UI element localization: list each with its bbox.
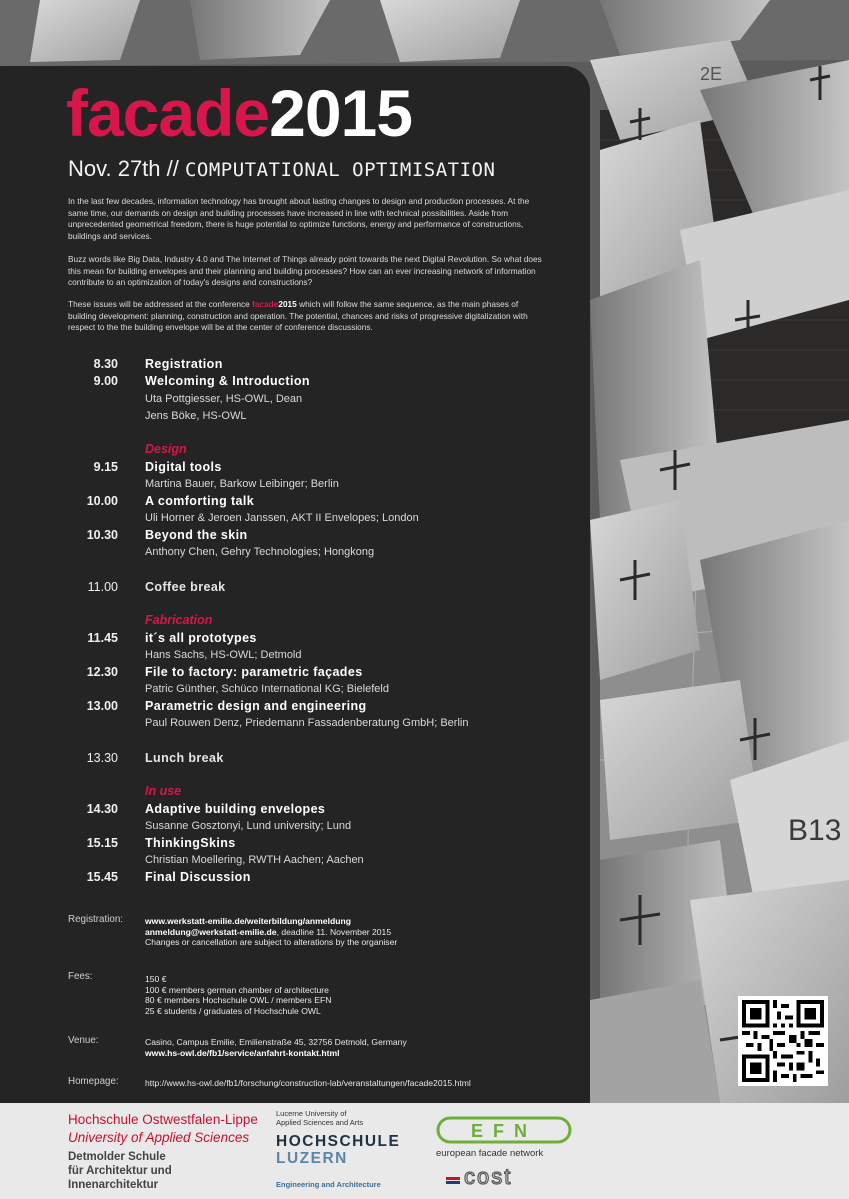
efn-logo-icon [436, 1114, 572, 1146]
time-r7: 11.45 [87, 631, 118, 645]
block-label-2e: 2E [700, 64, 723, 84]
time-r3: 9.15 [93, 460, 118, 474]
fee-2: 100 € members german chamber of architecture [145, 984, 329, 995]
event-r12: ThinkingSkins [145, 836, 236, 850]
event-r11: Adaptive building envelopes [145, 802, 326, 816]
time-r9: 13.00 [86, 699, 118, 713]
speaker-r2-1: Uta Pottgiesser, HS-OWL, Dean [145, 393, 303, 405]
homepage-info [145, 1078, 471, 1089]
luzern-small-1: Lucerne University of [276, 1109, 347, 1118]
time-r11: 14.30 [86, 802, 118, 816]
title-facade: facade [66, 76, 270, 150]
fee-1: 150 € [145, 974, 167, 984]
luzern-engineering: Engineering and Architecture [276, 1180, 381, 1189]
luzern-small-2: Applied Sciences and Arts [276, 1118, 364, 1127]
speaker-r4: Uli Horner & Jeroen Janssen, AKT II Envelopes; London [145, 512, 419, 524]
venue-label: Venue: [68, 1035, 99, 1046]
registration-link[interactable]: www.werkstatt-emilie.de/weiterbildung/anmeldung [145, 916, 351, 926]
venue-info [145, 1037, 407, 1058]
detmolder-line-2: für Architektur und [68, 1165, 172, 1177]
time-r2: 9.00 [93, 374, 118, 388]
conference-subtitle [68, 156, 495, 182]
registration-info [145, 916, 397, 948]
title-year: 2015 [269, 76, 412, 150]
time-r10: 13.30 [86, 751, 118, 765]
detmolder-line-1: Detmolder Schule [68, 1151, 166, 1163]
speaker-r12: Christian Moellering, RWTH Aachen; Aachen [145, 854, 364, 866]
speaker-r8: Patric Günther, Schüco International KG; Bielefeld [145, 683, 389, 695]
intro-paragraph-1: In the last few decades, information technology has brought about lasting changes to design and production processes. At the same time, our demands on design and building processes have increased in line with technical possibilities. Aside from unprecedented geometrical freedom, there is huge potential to optimize functions, energy and performance of constructions, buildings and services. [68, 196, 530, 241]
venue-address: Casino, Campus Emilie, Emilienstraße 45, 32756 Detmold, Germany [145, 1037, 407, 1047]
speaker-r11: Susanne Gosztonyi, Lund university; Lund [145, 820, 352, 832]
homepage-label: Homepage: [68, 1076, 119, 1087]
efn-caption: european facade network [436, 1148, 544, 1159]
section-design: Design [145, 442, 187, 456]
event-r7: it´s all prototypes [145, 631, 257, 645]
time-r13: 15.45 [86, 870, 118, 884]
qr-code [738, 996, 828, 1086]
intro-paragraph-2: Buzz words like Big Data, Industry 4.0 and The Internet of Things already point towards the next Digital Revolution. So what does this mean for building envelopes and their planning and building processes? How can an ever increasing network of information contribute to an optimization of today's designs and constructions? [68, 254, 542, 288]
time-r8: 12.30 [86, 665, 118, 679]
speaker-r7: Hans Sachs, HS-OWL; Detmold [145, 649, 302, 661]
time-r4: 10.00 [86, 494, 118, 508]
registration-label: Registration: [68, 914, 123, 925]
event-r4: A comforting talk [145, 494, 255, 508]
intro-paragraph-3 [68, 299, 548, 334]
time-r5: 10.30 [86, 528, 118, 542]
luzern-logo-line-1: HOCHSCHULE [276, 1133, 401, 1150]
cost-logo-icon [446, 1163, 536, 1189]
fees-info [145, 974, 331, 1016]
event-r3: Digital tools [145, 460, 222, 474]
qr-code-icon [742, 1000, 824, 1082]
fees-label: Fees: [68, 971, 93, 982]
luzern-logo-line-2: LUZERN [276, 1150, 348, 1167]
event-r1: Registration [145, 357, 223, 371]
intro-p3-c: which will follow the same sequence, as the main phases of building development: planning, construction and operation. The potential, chances and risks of progressive digitalization with respect to the the building envelope will be at the center of conference discussions. [68, 299, 528, 333]
fee-4: 25 € students / graduates of Hochschule OWL [145, 1005, 321, 1016]
conference-title [66, 76, 412, 150]
intro-p3-year: 2015 [278, 299, 297, 309]
event-r6: Coffee break [145, 580, 226, 594]
speaker-r3: Martina Bauer, Barkow Leibinger; Berlin [145, 478, 339, 490]
speaker-r9: Paul Rouwen Denz, Priedemann Fassadenberatung GmbH; Berlin [145, 717, 469, 729]
registration-note: Changes or cancellation are subject to alterations by the organiser [145, 937, 398, 948]
fee-3: 80 € members Hochschule OWL / members EFN [145, 995, 332, 1006]
subtitle-date: Nov. 27th // [68, 156, 185, 181]
speaker-r2-2: Jens Böke, HS-OWL [145, 410, 247, 422]
event-r9: Parametric design and engineering [145, 699, 367, 713]
intro-p3-a: These issues will be addressed at the conference [68, 299, 253, 309]
cost-logo-text: cost [464, 1164, 513, 1189]
subtitle-topic: COMPUTATIONAL OPTIMISATION [184, 159, 496, 181]
event-r8: File to factory: parametric façades [145, 665, 363, 679]
homepage-link[interactable]: http://www.hs-owl.de/fb1/forschung/construction-lab/veranstaltungen/facade2015.html [145, 1078, 471, 1088]
block-label-b13: B13 [788, 814, 842, 847]
section-fabrication: Fabrication [145, 613, 213, 627]
detmolder-line-3: Innenarchitektur [68, 1179, 159, 1191]
registration-deadline: , deadline 11. November 2015 [276, 926, 392, 937]
time-r1: 8.30 [93, 357, 118, 371]
section-in-use: In use [145, 784, 182, 798]
speaker-r5: Anthony Chen, Gehry Technologies; Hongkong [145, 546, 375, 558]
time-r6: 11.00 [87, 580, 118, 594]
intro-p3-highlight: facade [252, 299, 279, 309]
event-r2: Welcoming & Introduction [145, 374, 310, 388]
hsowl-subtitle: University of Applied Sciences [68, 1130, 250, 1145]
event-r13: Final Discussion [145, 870, 251, 884]
event-r10: Lunch break [145, 751, 224, 765]
time-r12: 15.15 [86, 836, 118, 850]
efn-logo-text: EFN [471, 1121, 537, 1141]
event-r5: Beyond the skin [145, 528, 248, 542]
hsowl-name: Hochschule Ostwestfalen-Lippe [68, 1112, 258, 1127]
luzern-logo [276, 1133, 400, 1167]
venue-link[interactable]: www.hs-owl.de/fb1/service/anfahrt-kontakt.html [145, 1047, 340, 1058]
registration-email[interactable]: anmeldung@werkstatt-emilie.de [145, 926, 277, 937]
